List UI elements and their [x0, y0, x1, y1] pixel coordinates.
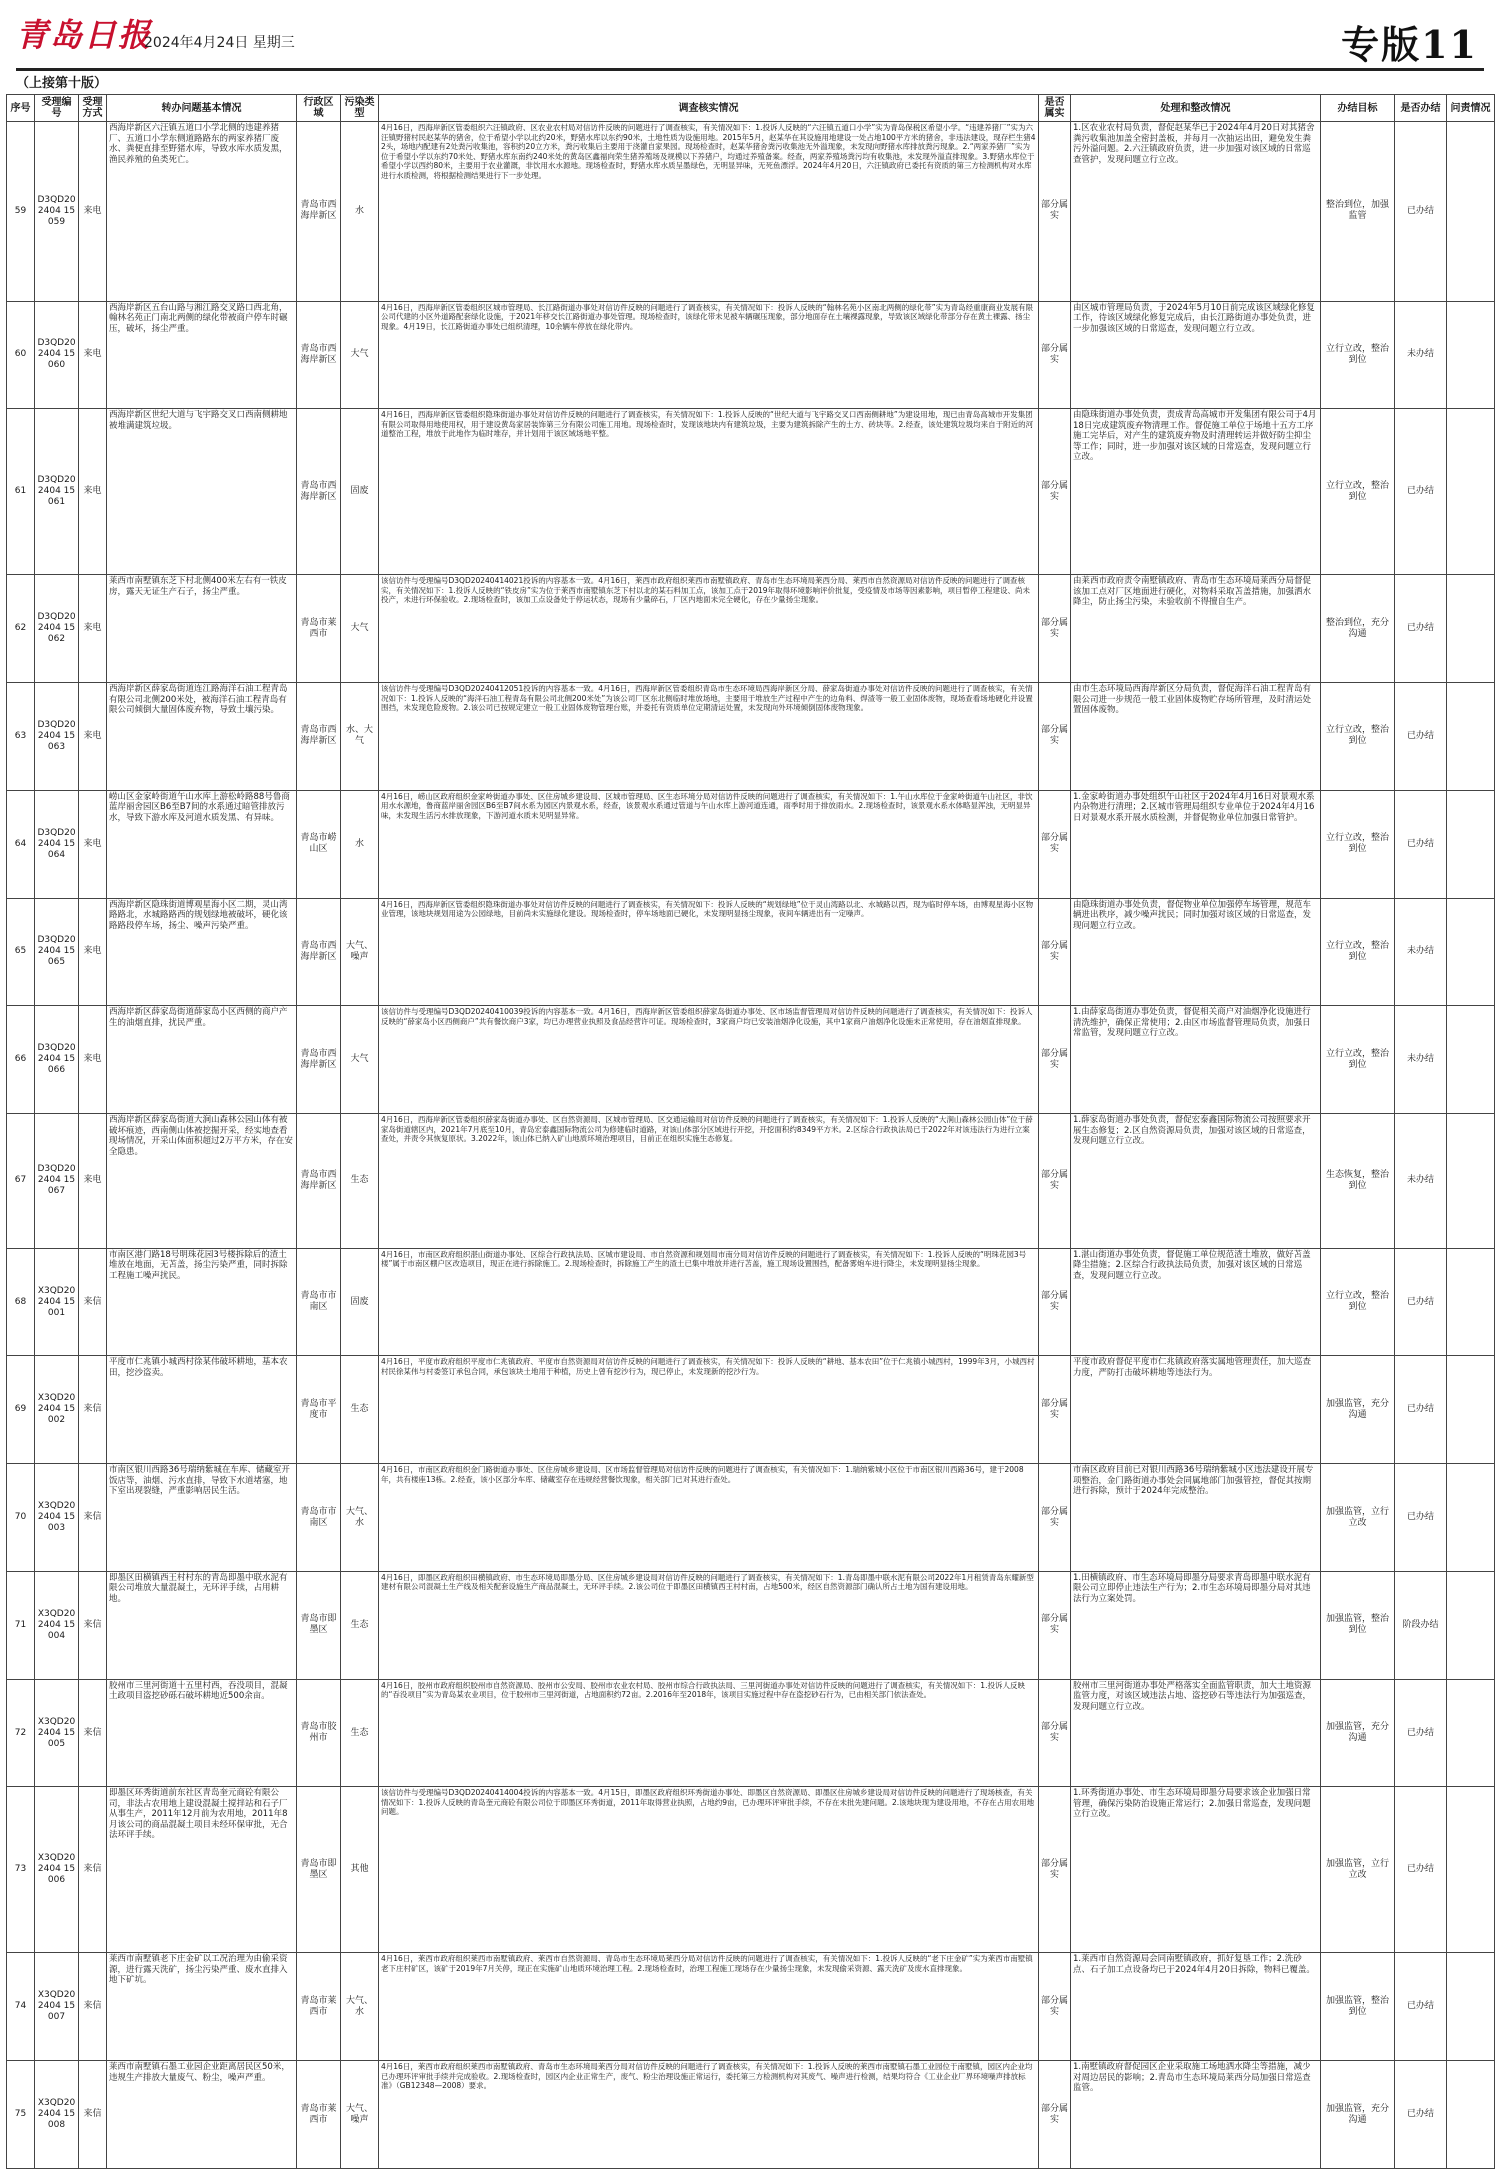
verified-status: 部分属实	[1039, 1679, 1071, 1787]
pollution-type: 其他	[341, 1787, 379, 1953]
pollution-type: 大气	[341, 575, 379, 683]
acceptance-code: D3QD202404 15064	[35, 790, 79, 898]
problem-summary: 西海岸新区薛家岛街道大涧山森林公园山体有被破坏痕迹，西南侧山体被挖掘开采，经实地查看现场情况，开采山体面积超过2万平方米，存在安全隐患。	[107, 1114, 297, 1249]
problem-summary: 市南区银川西路36号瑞纳紫城在车库、储藏室开饭店等，油烟、污水直排，导致下水道堵塞，地下室出现裂缝，严重影响居民生活。	[107, 1464, 297, 1572]
column-header: 行政区域	[297, 95, 341, 122]
accountability	[1447, 1006, 1495, 1114]
column-header: 序号	[7, 95, 35, 122]
masthead	[16, 10, 1484, 71]
completion-status: 已办结	[1395, 575, 1447, 683]
verified-status: 部分属实	[1039, 683, 1071, 791]
handling-measures: 由隐珠街道办事处负责，责成青岛高城市开发集团有限公司于4月18日完成建筑废弃物清理工作。督促施工单位于场地十五方工序施工完毕后，对产生的建筑废弃物及时清理转运并做好防尘抑尘等工作；同时，进一步加强对该区域的日常巡查，发现问题立行立改。	[1071, 409, 1321, 575]
acceptance-method: 来信	[79, 2061, 107, 2169]
column-header: 处理和整改情况	[1071, 95, 1321, 122]
completion-status: 已办结	[1395, 409, 1447, 575]
problem-summary: 即墨区环秀街道前东社区青岛奎元商砼有限公司，非法占农用地上建设混凝土搅拌站和石子厂从事生产，2011年12月前为农用地，2011年8月该公司的商品混凝土项目未经环保审批，无合法环评手续。	[107, 1787, 297, 1953]
verified-status: 部分属实	[1039, 301, 1071, 409]
acceptance-method: 来信	[79, 1571, 107, 1679]
row-number: 65	[7, 898, 35, 1006]
acceptance-method: 来信	[79, 1679, 107, 1787]
table-row	[7, 1356, 1495, 1464]
pollution-type: 水	[341, 122, 379, 302]
acceptance-method: 来电	[79, 1006, 107, 1114]
row-number: 72	[7, 1679, 35, 1787]
table-row	[7, 1953, 1495, 2061]
column-header: 调查核实情况	[379, 95, 1039, 122]
handling-measures: 1.区农业农村局负责，督促赵某华已于2024年4月20日对其猪舍粪污收集池加盖全密封盖板，并每月一次抽运出田，避免发生粪污外溢问题。2.六汪镇政府负责，进一步加强对该区域的日常巡查管护，发现问题立行立改。	[1071, 122, 1321, 302]
row-number: 67	[7, 1114, 35, 1249]
handling-measures: 平度市政府督促平度市仁兆镇政府落实属地管理责任，加大巡查力度，严防打击破坏耕地等违法行为。	[1071, 1356, 1321, 1464]
accountability	[1447, 1464, 1495, 1572]
row-number: 60	[7, 301, 35, 409]
verified-status: 部分属实	[1039, 1464, 1071, 1572]
investigation-details: 该信访件与受理编号D3QD20240410039投诉的内容基本一致。4月16日，西海岸新区管委组织薛家岛街道办事处、区市场监督管理局对信访件反映的问题进行了调查核实，有关情况如下：投诉人反映的“薛家岛小区西侧商户”共有餐饮商户3家，均已办理营业执照及食品经营许可证。现场检查时，3家商户均已安装油烟净化设施，其中1家商户油烟净化设施未正常使用，存在油烟直排现象。	[379, 1006, 1039, 1114]
pollution-type: 大气、水	[341, 1953, 379, 2061]
admin-region: 青岛市莱西市	[297, 1953, 341, 2061]
completion-status: 已办结	[1395, 1787, 1447, 1953]
accountability	[1447, 790, 1495, 898]
accountability	[1447, 1571, 1495, 1679]
investigation-details: 4月16日，市南区政府组织金门路街道办事处、区住房城乡建设局、区市场监督管理局对信访件反映的问题进行了调查核实，有关情况如下：1.瑞纳紫城小区位于市南区银川西路36号，建于2008年，共有楼座13栋。2.经查，该小区部分车库、储藏室存在违规经营餐饮现象，相关部门已对其进行查处。	[379, 1464, 1039, 1572]
problem-summary: 西海岸新区五台山路与湘江路交叉路口西北角，翰林名苑正门南北两侧的绿化带被商户停车时碾压，破坏，扬尘严重。	[107, 301, 297, 409]
problem-summary: 西海岸新区隐珠街道博观星海小区二期，灵山湾路路北，水城路路西的规划绿地被破坏，硬化该路路段停车场，扬尘、噪声污染严重。	[107, 898, 297, 1006]
acceptance-method: 来电	[79, 790, 107, 898]
completion-target: 加强监管，立行立改	[1321, 1787, 1395, 1953]
accountability	[1447, 898, 1495, 1006]
row-number: 62	[7, 575, 35, 683]
completion-status: 未办结	[1395, 1006, 1447, 1114]
admin-region: 青岛市胶州市	[297, 1679, 341, 1787]
investigation-details: 4月16日，西海岸新区管委组织隐珠街道办事处对信访件反映的问题进行了调查核实，有关情况如下：投诉人反映的“规划绿地”位于灵山湾路以北、水城路以西，现为临时停车场，由博观星海小区物业管理，该地块规划用途为公园绿地，目前尚未实施绿化建设。现场检查时，停车场地面已硬化，未发现明显扬尘现象，夜间车辆进出有一定噪声。	[379, 898, 1039, 1006]
acceptance-method: 来电	[79, 575, 107, 683]
handling-measures: 1.湛山街道办事处负责，督促施工单位规范渣土堆放，做好苫盖降尘措施；2.区综合行政执法局负责，加强对该区域的日常巡查，发现问题立行立改。	[1071, 1248, 1321, 1356]
completion-target: 立行立改，整治到位	[1321, 683, 1395, 791]
accountability	[1447, 1114, 1495, 1249]
admin-region: 青岛市西海岸新区	[297, 301, 341, 409]
acceptance-code: X3QD202404 15003	[35, 1464, 79, 1572]
acceptance-code: X3QD202404 15004	[35, 1571, 79, 1679]
handling-measures: 由莱西市政府责令南墅镇政府、青岛市生态环境局莱西分局督促该加工点对厂区地面进行硬化，对物料采取苫盖措施，加强洒水降尘，防止扬尘污染，未验收前不得擅自生产。	[1071, 575, 1321, 683]
table-row	[7, 1006, 1495, 1114]
problem-summary: 西海岸新区世纪大道与飞宇路交叉口西南侧耕地被堆满建筑垃圾。	[107, 409, 297, 575]
table-row	[7, 1679, 1495, 1787]
pollution-type: 大气、水	[341, 1464, 379, 1572]
investigation-details: 4月16日，崂山区政府组织金家岭街道办事处、区住房城乡建设局、区城市管理局、区生态环境分局对信访件反映的问题进行了调查核实，有关情况如下：1.午山水库位于金家岭街道午山社区，非饮用水水源地，鲁商蓝岸丽舍园区B6至B7间水系为园区内景观水系，经查，该景观水系通过管道与午山水库上游河道连通，雨季时用于排放雨水。2.现场检查时，该景观水系水体略显浑浊，无明显异味，未发现生活污水排放现象，下游河道水质未见明显异常。	[379, 790, 1039, 898]
acceptance-method: 来信	[79, 1953, 107, 2061]
accountability	[1447, 683, 1495, 791]
completion-status: 已办结	[1395, 1464, 1447, 1572]
completion-target: 加强监管，充分沟通	[1321, 2061, 1395, 2169]
verified-status: 部分属实	[1039, 1953, 1071, 2061]
handling-measures: 市南区政府目前已对银川西路36号瑞纳紫城小区违法建设开展专项整治，金门路街道办事处会同属地部门加强管控，督促其按期进行拆除，预计于2024年完成整治。	[1071, 1464, 1321, 1572]
accountability	[1447, 301, 1495, 409]
table-header-row	[7, 95, 1495, 122]
pollution-type: 生态	[341, 1679, 379, 1787]
acceptance-code: X3QD202404 15006	[35, 1787, 79, 1953]
problem-summary: 即墨区田横镇西王村村东的青岛即墨中联水泥有限公司堆放大量混凝土，无环评手续，占用耕地。	[107, 1571, 297, 1679]
table-row	[7, 409, 1495, 575]
acceptance-code: X3QD202404 15002	[35, 1356, 79, 1464]
admin-region: 青岛市崂山区	[297, 790, 341, 898]
investigation-details: 该信访件与受理编号D3QD20240412051投诉的内容基本一致。4月16日，西海岸新区管委组织青岛市生态环境局西海岸新区分局、薛家岛街道办事处对信访件反映的问题进行了调查核实，有关情况如下：1.投诉人反映的“海洋石油工程青岛有限公司北侧200米处”为该公司厂区东北侧临时堆放场地，主要用于堆放生产过程中产生的边角料、焊渣等一般工业固体废物，现场查看场地硬化并设置围挡，未发现危险废物。2.该公司已按规定建立一般工业固体废物管理台账，并委托有资质单位定期清运处置，未发现向外环境倾倒固体废物现象。	[379, 683, 1039, 791]
row-number: 73	[7, 1787, 35, 1953]
row-number: 68	[7, 1248, 35, 1356]
handling-measures: 由隐珠街道办事处负责，督促物业单位加强停车场管理，规范车辆进出秩序，减少噪声扰民；同时加强对该区域的日常巡查，发现问题立行立改。	[1071, 898, 1321, 1006]
admin-region: 青岛市西海岸新区	[297, 409, 341, 575]
table-row	[7, 898, 1495, 1006]
problem-summary: 西海岸新区六汪镇五道口小学北侧的违建养猪厂、五道口小学东侧道路路东的两家养猪厂废水、粪便直排至野猪水库，导致水库水质发黑，渔民养殖的鱼类死亡。	[107, 122, 297, 302]
section-title: 专版11	[1341, 22, 1478, 67]
row-number: 74	[7, 1953, 35, 2061]
acceptance-code: D3QD202404 15061	[35, 409, 79, 575]
pollution-type: 生态	[341, 1114, 379, 1249]
accountability	[1447, 122, 1495, 302]
completion-target: 加强监管，整治到位	[1321, 1571, 1395, 1679]
acceptance-method: 来信	[79, 1787, 107, 1953]
acceptance-method: 来信	[79, 1248, 107, 1356]
accountability	[1447, 1356, 1495, 1464]
pollution-type: 水	[341, 790, 379, 898]
completion-status: 未办结	[1395, 898, 1447, 1006]
column-header: 问责情况	[1447, 95, 1495, 122]
handling-measures: 1.田横镇政府、市生态环境局即墨分局要求青岛即墨中联水泥有限公司立即停止违法生产行为；2.市生态环境局即墨分局对其违法行为立案处罚。	[1071, 1571, 1321, 1679]
pollution-type: 生态	[341, 1356, 379, 1464]
acceptance-method: 来电	[79, 1114, 107, 1249]
verified-status: 部分属实	[1039, 1356, 1071, 1464]
acceptance-code: D3QD202404 15066	[35, 1006, 79, 1114]
verified-status: 部分属实	[1039, 1248, 1071, 1356]
verified-status: 部分属实	[1039, 1114, 1071, 1249]
table-row	[7, 1114, 1495, 1249]
admin-region: 青岛市莱西市	[297, 2061, 341, 2169]
acceptance-method: 来电	[79, 301, 107, 409]
acceptance-code: X3QD202404 15005	[35, 1679, 79, 1787]
problem-summary: 西海岸新区薛家岛街道连江路海洋石油工程青岛有限公司北侧200米处，被海洋石油工程青岛有限公司倾倒大量固体废弃物，导致土壤污染。	[107, 683, 297, 791]
verified-status: 部分属实	[1039, 2061, 1071, 2169]
verified-status: 部分属实	[1039, 409, 1071, 575]
table-row	[7, 1248, 1495, 1356]
problem-summary: 崂山区金家岭街道午山水库上游松岭路88号鲁商蓝岸丽舍园区B6至B7间的水系通过暗管排放污水，导致下游水库及河道水质发黑、有异味。	[107, 790, 297, 898]
acceptance-code: X3QD202404 15007	[35, 1953, 79, 2061]
admin-region: 青岛市市南区	[297, 1464, 341, 1572]
completion-status: 已办结	[1395, 122, 1447, 302]
table-body	[7, 122, 1495, 2169]
completion-status: 已办结	[1395, 1248, 1447, 1356]
row-number: 66	[7, 1006, 35, 1114]
handling-measures: 1.金家岭街道办事处组织午山社区于2024年4月16日对景观水系内杂物进行清理；2.区城市管理局组织专业单位于2024年4月16日对景观水系开展水质检测，并督促物业单位加强日常管护。	[1071, 790, 1321, 898]
acceptance-code: D3QD202404 15060	[35, 301, 79, 409]
completion-status: 已办结	[1395, 1356, 1447, 1464]
complaints-table	[6, 94, 1495, 2169]
column-header: 受理方式	[79, 95, 107, 122]
verified-status: 部分属实	[1039, 898, 1071, 1006]
investigation-details: 4月16日，西海岸新区管委组织薛家岛街道办事处、区自然资源局、区城市管理局、区交通运输局对信访件反映的问题进行了调查核实，有关情况如下：1.投诉人反映的“大涧山森林公园山体”位于薛家岛街道辖区内，2021年7月底至10月，青岛宏泰鑫国际物流公司为修建临时道路，对该山体部分区域进行开挖，开挖面积约8349平方米。2.区综合行政执法局已于2022年对该违法行为进行立案查处，并责令其恢复原状。3.2022年，该山体已纳入矿山地质环境治理项目，目前正在组织实施生态修复。	[379, 1114, 1039, 1249]
pollution-type: 大气、噪声	[341, 2061, 379, 2169]
admin-region: 青岛市西海岸新区	[297, 898, 341, 1006]
completion-target: 立行立改，整治到位	[1321, 898, 1395, 1006]
problem-summary: 市南区港门路18号明珠花园3号楼拆除后的渣土堆放在地面，无苫盖，扬尘污染严重，同时拆除工程施工噪声扰民。	[107, 1248, 297, 1356]
completion-target: 加强监管，充分沟通	[1321, 1679, 1395, 1787]
pollution-type: 大气、噪声	[341, 898, 379, 1006]
completion-status: 已办结	[1395, 683, 1447, 791]
investigation-details: 4月16日，西海岸新区管委组织六汪镇政府、区农业农村局对信访件反映的问题进行了调查核实，有关情况如下：1.投诉人反映的“六汪镇五道口小学”实为青岛保税区希望小学。“违建养猪厂”实为六汪镇野猪村民赵某华的猪舍，位于希望小学以北约20米，野猪水库以东约90米，土地性质为设施用地。2015年5月，赵某华在其设施用地建设一处占地100平方米的猪舍，非违法建设，现存栏生猪42头，场地内配建有2处粪污收集池，容积约20立方米，粪污收集后主要用于浇灌自家果园。现场检查时，赵某华猪舍粪污收集池无外溢现象，未发现向野猪水库排放粪污现象。2.“两家养猪厂”实为位于希望小学以东约70米处、野猪水库东南约240米处的黄岛区鑫福向荣生猪养殖场及规模以下养猪户，均通过养殖备案。经查，两家养殖场粪污均有收集池，未发现外溢直排现象。3.野猪水库位于希望小学以西约80米，主要用于农业灌溉，非饮用水水源地。现场检查时，野猪水库水质呈墨绿色，无明显异味，无死鱼漂浮。2024年4月20日，六汪镇政府已委托有资质的第三方检测机构对水库进行水质检测，将根据检测结果进行下一步处理。	[379, 122, 1039, 302]
handling-measures: 1.薛家岛街道办事处负责，督促宏泰鑫国际物流公司按照要求开展生态修复；2.区自然资源局负责，加强对该区域的日常巡查，发现问题立行立改。	[1071, 1114, 1321, 1249]
table-row	[7, 575, 1495, 683]
problem-summary: 胶州市三里河街道十五里村西，吞没项目，混凝土政项目盗挖砂砾石破坏耕地近500余亩。	[107, 1679, 297, 1787]
table-row	[7, 683, 1495, 791]
investigation-details: 4月16日，西海岸新区管委组织隐珠街道办事处对信访件反映的问题进行了调查核实，有关情况如下：1.投诉人反映的“世纪大道与飞宇路交叉口西南侧耕地”为建设用地，现已由青岛高城市开发集团有限公司取得用地使用权，用于建设黄岛家居装饰第三分有限公司施工用地。现场检查时，发现该地块内有建筑垃圾，主要为建筑拆除产生的土方、砖块等。2.经查，该处建筑垃圾均来自于附近的河道整治工程，堆放于此地作为临时堆存，并计划用于该区域场地平整。	[379, 409, 1039, 575]
table-row	[7, 2061, 1495, 2169]
acceptance-code: D3QD202404 15059	[35, 122, 79, 302]
row-number: 61	[7, 409, 35, 575]
accountability	[1447, 1679, 1495, 1787]
handling-measures: 胶州市三里河街道办事处严格落实全面监管职责，加大土地资源监管力度，对该区域违法占地、盗挖砂石等违法行为加强巡查，发现问题立行立改。	[1071, 1679, 1321, 1787]
accountability	[1447, 1787, 1495, 1953]
accountability	[1447, 2061, 1495, 2169]
completion-status: 已办结	[1395, 1953, 1447, 2061]
acceptance-method: 来信	[79, 1356, 107, 1464]
acceptance-code: X3QD202404 15008	[35, 2061, 79, 2169]
completion-target: 加强监管，立行立改	[1321, 1464, 1395, 1572]
acceptance-method: 来电	[79, 898, 107, 1006]
acceptance-code: D3QD202404 15065	[35, 898, 79, 1006]
completion-status: 阶段办结	[1395, 1571, 1447, 1679]
handling-measures: 由区城市管理局负责，于2024年5月10日前完成该区域绿化修复工作，待该区域绿化修复完成后，由长江路街道办事处负责，进一步加强该区域的日常巡查，发现问题立行立改。	[1071, 301, 1321, 409]
admin-region: 青岛市西海岸新区	[297, 1114, 341, 1249]
table-row	[7, 1464, 1495, 1572]
verified-status: 部分属实	[1039, 122, 1071, 302]
row-number: 59	[7, 122, 35, 302]
accountability	[1447, 1248, 1495, 1356]
completion-target: 加强监管，整治到位	[1321, 1953, 1395, 2061]
admin-region: 青岛市市南区	[297, 1248, 341, 1356]
handling-measures: 1.由薛家岛街道办事处负责，督促相关商户对油烟净化设施进行清洗维护，确保正常使用；2.由区市场监督管理局负责，加强日常监管，发现问题立行立改。	[1071, 1006, 1321, 1114]
pollution-type: 大气	[341, 1006, 379, 1114]
verified-status: 部分属实	[1039, 575, 1071, 683]
admin-region: 青岛市西海岸新区	[297, 683, 341, 791]
completion-target: 立行立改，整治到位	[1321, 301, 1395, 409]
pollution-type: 固废	[341, 409, 379, 575]
admin-region: 青岛市莱西市	[297, 575, 341, 683]
admin-region: 青岛市西海岸新区	[297, 1006, 341, 1114]
handling-measures: 1.环秀街道办事处、市生态环境局即墨分局要求该企业加强日常管理，确保污染防治设施正常运行；2.加强日常巡查，发现问题立行立改。	[1071, 1787, 1321, 1953]
investigation-details: 4月16日，市南区政府组织湛山街道办事处、区综合行政执法局、区城市建设局、市自然资源和规划局市南分局对信访件反映的问题进行了调查核实，有关情况如下：1.投诉人反映的“明珠花园3号楼”属于市南区棚户区改造项目，现正在进行拆除施工。2.现场检查时，拆除施工产生的渣土已集中堆放并进行苫盖，施工现场设置围挡，配备雾炮车进行降尘，未发现明显扬尘现象。	[379, 1248, 1039, 1356]
row-number: 63	[7, 683, 35, 791]
table-row	[7, 790, 1495, 898]
completion-target: 立行立改，整治到位	[1321, 1248, 1395, 1356]
verified-status: 部分属实	[1039, 1006, 1071, 1114]
acceptance-code: D3QD202404 15063	[35, 683, 79, 791]
problem-summary: 莱西市南墅镇老下庄金矿以工况治理为由偷采资源，进行露天洗矿，扬尘污染严重、废水直排入地下矿坑。	[107, 1953, 297, 2061]
problem-summary: 平度市仁兆镇小城西村徐某伟破坏耕地，基本农田，挖沙盗卖。	[107, 1356, 297, 1464]
acceptance-code: D3QD202404 15062	[35, 575, 79, 683]
column-header: 转办问题基本情况	[107, 95, 297, 122]
completion-target: 立行立改，整治到位	[1321, 1006, 1395, 1114]
verified-status: 部分属实	[1039, 1787, 1071, 1953]
accountability	[1447, 575, 1495, 683]
pollution-type: 水、大气	[341, 683, 379, 791]
column-header: 是否属实	[1039, 95, 1071, 122]
accountability	[1447, 1953, 1495, 2061]
investigation-details: 4月16日，莱西市政府组织莱西市南墅镇政府、莱西市自然资源局、青岛市生态环境局莱西分局对信访件反映的问题进行了调查核实，有关情况如下：1.投诉人反映的“老下庄金矿”实为莱西市南墅镇老下庄村矿区，该矿于2019年7月关停，现正在实施矿山地质环境治理工程。2.现场检查时，治理工程施工现场存在少量扬尘现象，未发现偷采资源、露天洗矿及废水直排现象。	[379, 1953, 1039, 2061]
acceptance-method: 来电	[79, 409, 107, 575]
investigation-details: 4月16日，即墨区政府组织田横镇政府、市生态环境局即墨分局、区住房城乡建设局对信访件反映的问题进行了调查核实，有关情况如下：1.青岛即墨中联水泥有限公司2022年1月租赁青岛东耀新型建材有限公司混凝土生产线及相关配套设施生产商品混凝土，无环评手续。2.该公司位于即墨区田横镇西王村村南，占地500米，经区自然资源部门确认所占土地为国有建设用地。	[379, 1571, 1039, 1679]
problem-summary: 西海岸新区薛家岛街道薛家岛小区西侧的商户产生的油烟直排，扰民严重。	[107, 1006, 297, 1114]
pollution-type: 生态	[341, 1571, 379, 1679]
completion-target: 立行立改，整治到位	[1321, 409, 1395, 575]
acceptance-method: 来电	[79, 122, 107, 302]
pollution-type: 大气	[341, 301, 379, 409]
acceptance-method: 来电	[79, 683, 107, 791]
handling-measures: 1.南墅镇政府督促园区企业采取施工场地洒水降尘等措施，减少对周边居民的影响；2.青岛市生态环境局莱西分局加强日常巡查监管。	[1071, 2061, 1321, 2169]
column-header: 是否办结	[1395, 95, 1447, 122]
table-row	[7, 1571, 1495, 1679]
accountability	[1447, 409, 1495, 575]
handling-measures: 1.莱西市自然资源局会同南墅镇政府，抓好复垦工作；2.洗砂点、石子加工点设备均已于2024年4月20日拆除，物料已覆盖。	[1071, 1953, 1321, 2061]
column-header: 受理编号	[35, 95, 79, 122]
table-row	[7, 122, 1495, 302]
newspaper-logo: 青岛日报	[16, 16, 153, 54]
row-number: 64	[7, 790, 35, 898]
admin-region: 青岛市西海岸新区	[297, 122, 341, 302]
row-number: 71	[7, 1571, 35, 1679]
investigation-details: 4月16日，平度市政府组织平度市仁兆镇政府、平度市自然资源局对信访件反映的问题进行了调查核实，有关情况如下：投诉人反映的“耕地、基本农田”位于仁兆镇小城西村，1999年3月，小城西村村民徐某伟与村委签订承包合同，承包该块土地用于种植，历史上曾有挖沙行为，现已停止，未发现新的挖沙行为。	[379, 1356, 1039, 1464]
column-header: 办结目标	[1321, 95, 1395, 122]
completion-status: 已办结	[1395, 1679, 1447, 1787]
completion-status: 已办结	[1395, 790, 1447, 898]
admin-region: 青岛市即墨区	[297, 1787, 341, 1953]
problem-summary: 莱西市南墅镇石墨工业园企业距离居民区50米，违规生产排放大量废气、粉尘，噪声严重。	[107, 2061, 297, 2169]
row-number: 75	[7, 2061, 35, 2169]
table-row	[7, 301, 1495, 409]
completion-status: 未办结	[1395, 1114, 1447, 1249]
acceptance-method: 来信	[79, 1464, 107, 1572]
acceptance-code: D3QD202404 15067	[35, 1114, 79, 1249]
admin-region: 青岛市即墨区	[297, 1571, 341, 1679]
completion-target: 整治到位，加强监管	[1321, 122, 1395, 302]
table-row	[7, 1787, 1495, 1953]
acceptance-code: X3QD202404 15001	[35, 1248, 79, 1356]
completion-status: 已办结	[1395, 2061, 1447, 2169]
handling-measures: 由市生态环境局西海岸新区分局负责，督促海洋石油工程青岛有限公司进一步规范一般工业固体废物贮存场所管理，及时清运处置固体废物。	[1071, 683, 1321, 791]
verified-status: 部分属实	[1039, 1571, 1071, 1679]
continuation-note: （上接第十版）	[16, 76, 108, 91]
row-number: 70	[7, 1464, 35, 1572]
completion-target: 整治到位，充分沟通	[1321, 575, 1395, 683]
completion-target: 立行立改，整治到位	[1321, 790, 1395, 898]
completion-target: 生态恢复，整治到位	[1321, 1114, 1395, 1249]
completion-target: 加强监管，充分沟通	[1321, 1356, 1395, 1464]
verified-status: 部分属实	[1039, 790, 1071, 898]
row-number: 69	[7, 1356, 35, 1464]
admin-region: 青岛市平度市	[297, 1356, 341, 1464]
investigation-details: 4月16日，西海岸新区管委组织区城市管理局、长江路街道办事处对信访件反映的问题进行了调查核实，有关情况如下：投诉人反映的“翰林名苑小区南北两侧的绿化带”实为青岛经重康商业发展有限公司代建的小区外道路配套绿化设施，于2021年移交长江路街道办事处管理。现场检查时，该绿化带未见被车辆碾压现象，部分地面存在土壤裸露现象，导致该区域绿化带部分存在黄土裸露、扬尘现象。4月19日，长江路街道办事处已组织清理，10余辆车停放在绿化带内。	[379, 301, 1039, 409]
investigation-details: 该信访件与受理编号D3QD20240414004投诉的内容基本一致。4月15日，即墨区政府组织环秀街道办事处、即墨区自然资源局、即墨区住房城乡建设局对信访件反映的问题进行了现场核查，有关情况如下：1.投诉人反映的青岛奎元商砼有限公司位于即墨区环秀街道，2011年取得营业执照，占地约9亩，已办理环评审批手续，不存在未批先建问题。2.该地块现为建设用地，不存在占用农用地问题。	[379, 1787, 1039, 1953]
issue-date: 2024年4月24日 星期三	[144, 35, 295, 51]
completion-status: 未办结	[1395, 301, 1447, 409]
investigation-details: 4月16日，胶州市政府组织胶州市自然资源局、胶州市公安局、胶州市农业农村局、胶州市综合行政执法局、三里河街道办事处对信访件反映的问题进行了调查核实，有关情况如下：1.投诉人反映的“吞没项目”实为青岛某农业项目，位于胶州市三里河街道，占地面积约72亩。2.2016年至2018年，该项目实施过程中存在盗挖砂石行为，已由相关部门依法查处。	[379, 1679, 1039, 1787]
column-header: 污染类型	[341, 95, 379, 122]
pollution-type: 固废	[341, 1248, 379, 1356]
investigation-details: 4月16日，莱西市政府组织莱西市南墅镇政府、青岛市生态环境局莱西分局对信访件反映的问题进行了调查核实，有关情况如下：1.投诉人反映的莱西市南墅镇石墨工业园位于南墅镇，园区内企业均已办理环评审批手续并完成验收。2.现场检查时，园区内企业正常生产，废气、粉尘治理设施正常运行，委托第三方检测机构对其废气、噪声进行检测，结果均符合《工业企业厂界环境噪声排放标准》（GB12348—2008）要求。	[379, 2061, 1039, 2169]
investigation-details: 该信访件与受理编号D3QD20240414021投诉的内容基本一致。4月16日，莱西市政府组织莱西市南墅镇政府、青岛市生态环境局莱西分局、莱西市自然资源局对信访件反映的问题进行了调查核实，有关情况如下：1.投诉人反映的“铁皮房”实为位于莱西市南墅镇东芝下村以北的某石料加工点，该加工点于2019年取得环境影响评价批复，受疫情及市场等因素影响，项目暂停工程建设、尚未投产，未进行环保验收。2.现场检查时，该加工点设备处于停运状态，现场有少量碎石，厂区内地面未完全硬化，存在少量扬尘现象。	[379, 575, 1039, 683]
problem-summary: 莱西市南墅镇东芝下村北侧400米左右有一铁皮房，露天无证生产石子，扬尘严重。	[107, 575, 297, 683]
